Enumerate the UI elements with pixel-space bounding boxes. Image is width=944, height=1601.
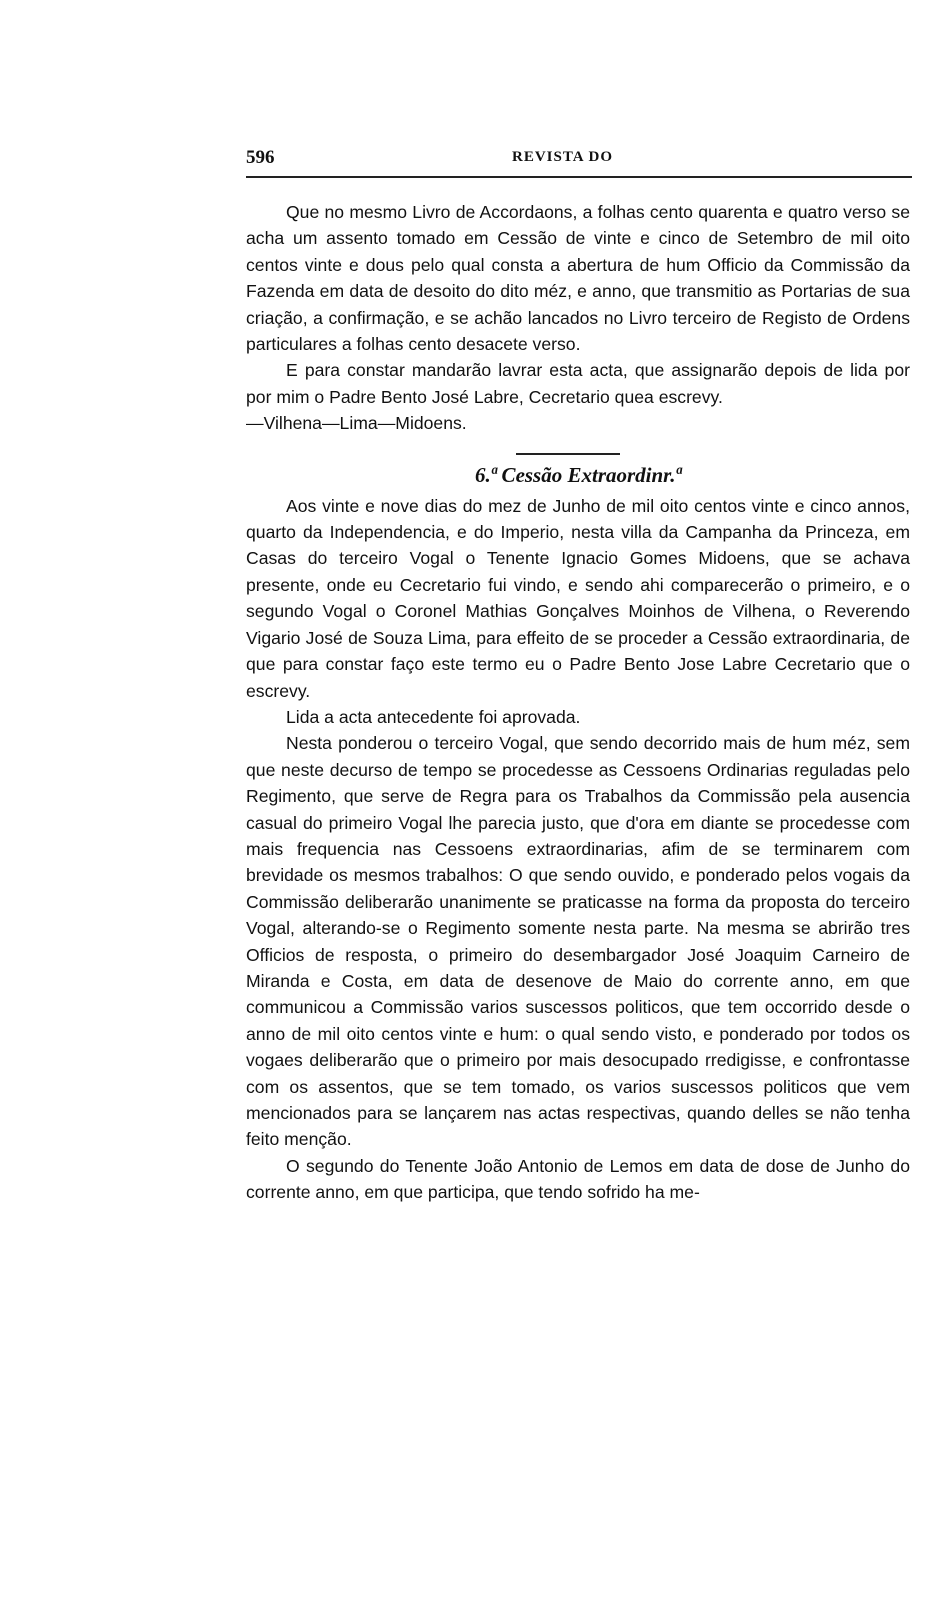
body-text	[246, 199, 910, 1206]
section-divider	[516, 453, 620, 455]
paragraph-closing: E para constar mandarão lavrar esta acta, que assignarão depois de lida por por mim o Padre Bento José Labre, Cecretario quea escrevy.	[246, 360, 910, 407]
paragraph-approval: Lida a acta antecedente foi aprovada.	[286, 706, 581, 727]
page-number: 596	[246, 147, 275, 168]
section-title: 6.ª Cessão Extraordinr.ª	[474, 462, 682, 487]
paragraph-session-opening: Aos vinte e nove dias do mez de Junho de mil oito centos vinte e cinco annos, quarto da Independencia, e do Imperio, nesta villa da Campanha da Princeza, em Casas do terceiro Vogal o Tenente Ignacio Gomes Midoens, que se achava presente, onde eu Cecretario fui vindo, e sendo ahi comparecerão o primeiro, e o segundo Vogal o Coronel Mathias Gonçalves Moinhos de Vilhena, o Reverendo Vigario José de Souza Lima, para effeito de se proceder a Cessão extraordinaria, de que para constar faço este termo eu o Padre Bento Jose Labre Cecretario que o escrevy.	[246, 495, 910, 701]
paragraph-proposal: Nesta ponderou o terceiro Vogal, que sendo decorrido mais de hum méz, sem que neste decurso de tempo se procedesse as Cessoens Ordinarias reguladas pelo Regimento, que serve de Regra para os Trabalhos da Commissão pela ausencia casual do primeiro Vogal lhe parecia justo, que d'ora em diante se procedesse com mais frequencia nas Cessoens extraordinarias, afim de se terminarem com brevidade os mesmos trabalhos: O que sendo ouvido, e ponderado pelos vogais da Commissão deliberarão unanimente se praticasse na forma da proposta do terceiro Vogal, alterando-se o Regimento somente nesta parte. Na mesma se abrirão tres Officios de resposta, o primeiro do desembargador José Joaquim Carneiro de Miranda e Costa, em data de desenove de Maio do corrente anno, em que communicou a Commissão varios suscessos politicos, que tem occorrido desde o anno de mil oito centos vinte e hum: o qual sendo visto, e ponderado por todos os vogaes deliberarão que o primeiro por mais desocupado rredigisse, e confrontasse com os assentos, que se tem tomado, os varios suscessos politicos que vem mencionados para se lançarem nas actas respectivas, quando delles se não tenha feito menção.	[246, 733, 910, 1150]
paragraph-accordaons: Que no mesmo Livro de Accordaons, a folhas cento quarenta e quatro verso se acha um assento tomado em Cessão de vinte e cinco de Setembro de mil oito centos vinte e dous pelo qual consta a abertura de hum Officio da Commissão da Fazenda em data de desoito do dito méz, e anno, que transmitio as Portarias de sua criação, a confirmação, e se achão lancados no Livro terceiro de Registo de Ordens particulares a folhas cento desacete verso.	[246, 202, 910, 355]
signatures: —Vilhena—Lima—Midoens.	[246, 413, 467, 434]
page-header	[246, 147, 910, 171]
paragraph-second-letter: O segundo do Tenente João Antonio de Lemos em data de dose de Junho do corrente anno, em que participa, que tendo sofrido ha me-	[246, 1155, 910, 1203]
running-head: REVISTA DO	[512, 149, 613, 165]
header-rule	[246, 176, 912, 178]
